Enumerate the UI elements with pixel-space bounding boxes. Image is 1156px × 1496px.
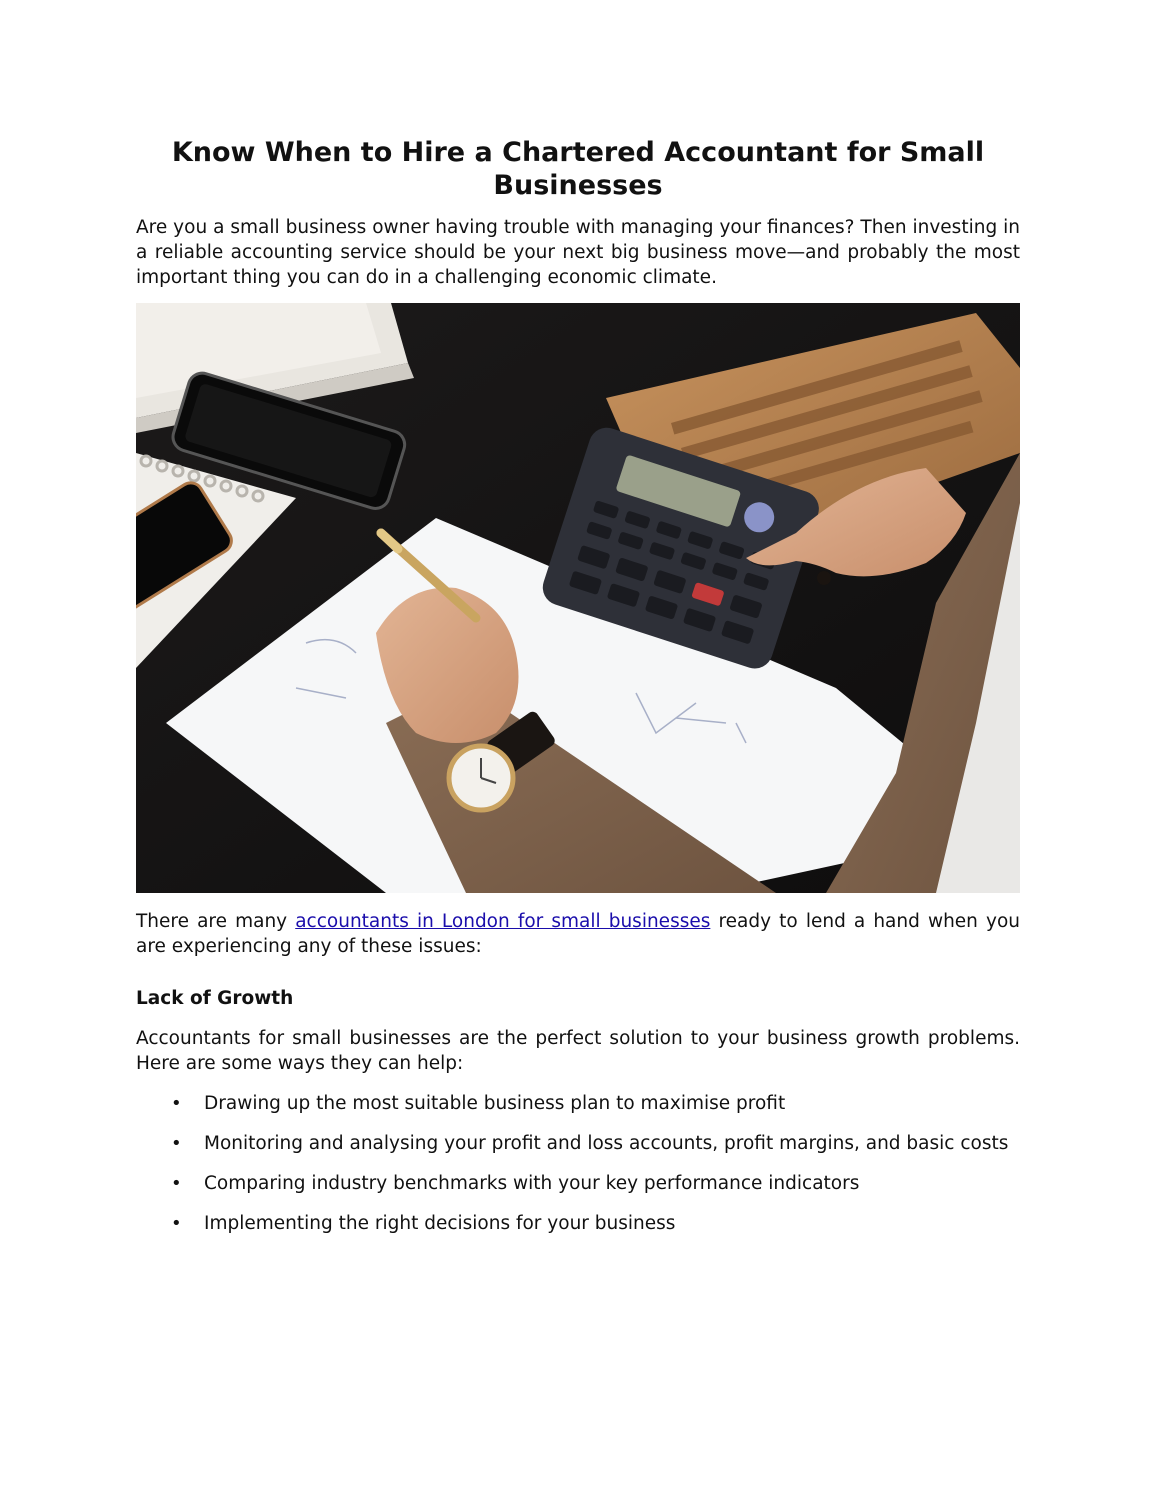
list-item-text: Drawing up the most suitable business plan to maximise profit xyxy=(204,1093,786,1114)
list-item-text: Comparing industry benchmarks with your key performance indicators xyxy=(204,1173,860,1194)
bullet-icon: • xyxy=(171,1093,182,1114)
intro-paragraph: Are you a small business owner having trouble with managing your finances? Then investing in a reliable accounting service should be your next big business move—and probably the most important thing you can do in a challenging economic climate. xyxy=(136,217,1020,288)
list-item xyxy=(136,1171,1020,1196)
list-item-text: Monitoring and analysing your profit and loss accounts, profit margins, and basic costs xyxy=(204,1133,1009,1154)
list-item-text: Implementing the right decisions for your business xyxy=(204,1213,676,1234)
bullet-icon: • xyxy=(171,1213,182,1234)
list-item xyxy=(136,1211,1020,1236)
list-item xyxy=(136,1131,1020,1156)
bullet-list xyxy=(136,1091,1020,1236)
bullet-icon: • xyxy=(171,1133,182,1154)
paragraph-accountants-after: ready to lend a hand when you are experiencing any of these issues: xyxy=(136,911,1020,957)
document-content xyxy=(136,136,1020,1251)
bullet-icon: • xyxy=(171,1173,182,1194)
document-title: Know When to Hire a Chartered Accountant for Small Businesses xyxy=(171,137,985,201)
photo-accountant-desk-calculator xyxy=(136,303,1020,893)
list-item xyxy=(136,1091,1020,1116)
section-heading-lack-of-growth: Lack of Growth xyxy=(136,988,294,1009)
paragraph-accountants xyxy=(136,909,1020,959)
accountants-london-link[interactable]: accountants in London for small businesses xyxy=(295,911,711,932)
paragraph-growth: Accountants for small businesses are the perfect solution to your business growth problems. Here are some ways they can help: xyxy=(136,1028,1020,1074)
paragraph-accountants-before: There are many xyxy=(136,911,296,932)
